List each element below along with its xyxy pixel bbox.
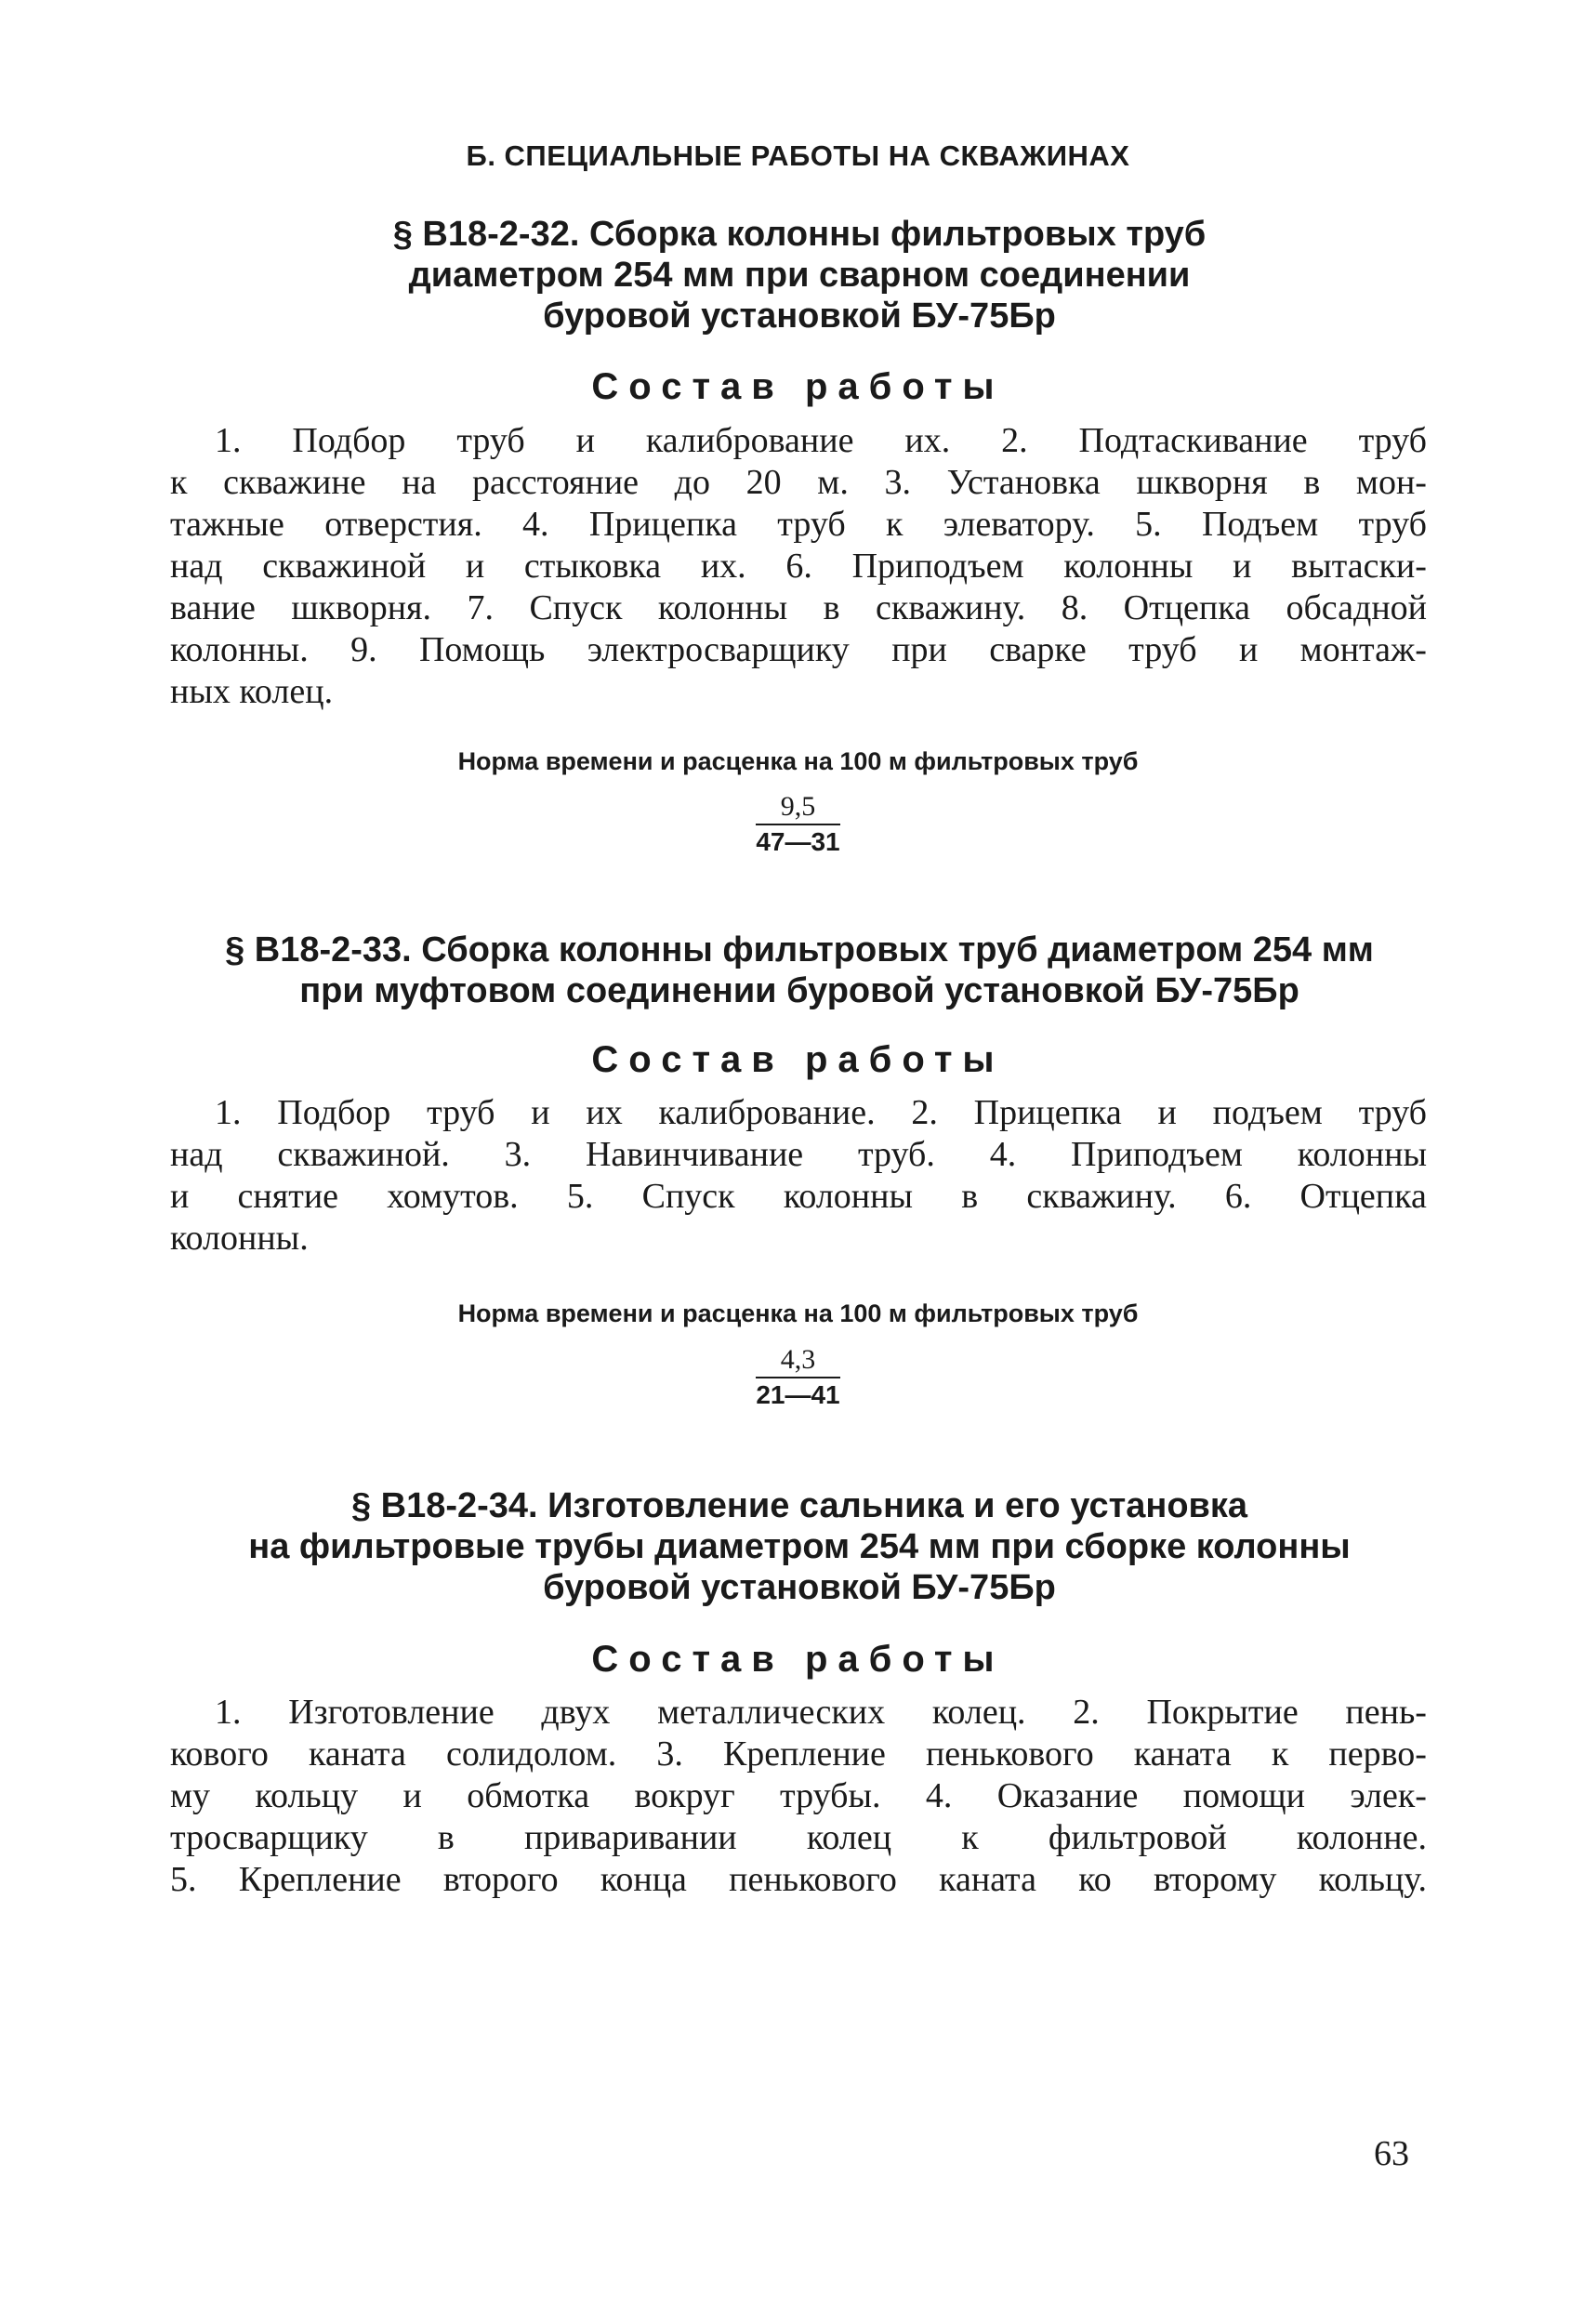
sostav-raboty-heading: Состав работы [591, 1039, 1005, 1080]
text-line: 1. Изготовление двух металлических колец. 2. Покрытие пень- [215, 1693, 1427, 1732]
section-title-b18-2-32 [279, 214, 1320, 336]
section-title-line: § В18-2-34. Изготовление сальника и его установка [350, 1486, 1248, 1525]
section-title-b18-2-33 [167, 930, 1431, 1011]
norma-time: 4,3 [756, 1343, 839, 1378]
text-line: колонны. 9. Помощь электросварщику при сварке труб и монтаж- [170, 630, 1427, 669]
section-title-line: при муфтовом соединении буровой установкой БУ-75Бр [299, 971, 1299, 1010]
norma-title: Норма времени и расценка на 100 м фильтровых труб [457, 1299, 1139, 1327]
norma-rate: 47—31 [756, 827, 840, 856]
chapter-title: Б. СПЕЦИАЛЬНЫЕ РАБОТЫ НА СКВАЖИНАХ [466, 139, 1130, 172]
norma-time: 9,5 [756, 790, 839, 825]
norma-title: Норма времени и расценка на 100 м фильтровых труб [457, 747, 1139, 775]
text-line: му кольцу и обмотка вокруг трубы. 4. Оказание помощи элек- [170, 1776, 1427, 1815]
norma-fraction [0, 790, 1596, 859]
text-line: над скважиной. 3. Навинчивание труб. 4. Приподъем колонны [170, 1135, 1427, 1174]
text-line: тросварщику в приваривании колец к фильтровой колонне. [170, 1818, 1427, 1857]
text-line: кового каната солидолом. 3. Крепление пенькового каната к перво- [170, 1734, 1427, 1774]
text-line: 5. Крепление второго конца пенькового каната ко второму кольцу. [170, 1860, 1427, 1899]
text-line: ных колец. [170, 672, 334, 711]
page-number: 63 [1374, 2134, 1409, 2173]
norma-rate: 21—41 [756, 1380, 840, 1409]
section-title-line: буровой установкой БУ-75Бр [543, 297, 1056, 336]
section-title-line: на фильтровые трубы диаметром 254 мм при сборке колонны [248, 1527, 1351, 1566]
section-title-line: § В18-2-33. Сборка колонны фильтровых труб диаметром 254 мм [225, 930, 1374, 969]
sostav-raboty-heading: Состав работы [591, 366, 1005, 407]
text-line: колонны. [170, 1219, 309, 1258]
section-title-line: диаметром 254 мм при сварном соединении [408, 256, 1191, 295]
text-line: к скважине на расстояние до 20 м. 3. Установка шкворня в мон- [170, 463, 1427, 502]
work-composition-text [170, 420, 1427, 713]
work-composition-text [170, 1092, 1427, 1260]
work-composition-text [170, 1692, 1427, 1901]
section-title-b18-2-34 [167, 1485, 1431, 1608]
text-line: тажные отверстия. 4. Прицепка труб к элеватору. 5. Подъем труб [170, 505, 1427, 544]
section-title-line: буровой установкой БУ-75Бр [543, 1568, 1056, 1607]
norma-fraction [0, 1343, 1596, 1412]
text-line: 1. Подбор труб и их калибрование. 2. Прицепка и подъем труб [215, 1093, 1427, 1132]
sostav-raboty-heading: Состав работы [591, 1639, 1005, 1680]
text-line: вание шкворня. 7. Спуск колонны в скважину. 8. Отцепка обсадной [170, 588, 1427, 627]
text-line: и снятие хомутов. 5. Спуск колонны в скважину. 6. Отцепка [170, 1177, 1427, 1216]
text-line: над скважиной и стыковка их. 6. Приподъем колонны и вытаски- [170, 547, 1427, 586]
section-title-line: § В18-2-32. Сборка колонны фильтровых труб [392, 215, 1207, 254]
text-line: 1. Подбор труб и калибрование их. 2. Подтаскивание труб [215, 421, 1427, 460]
